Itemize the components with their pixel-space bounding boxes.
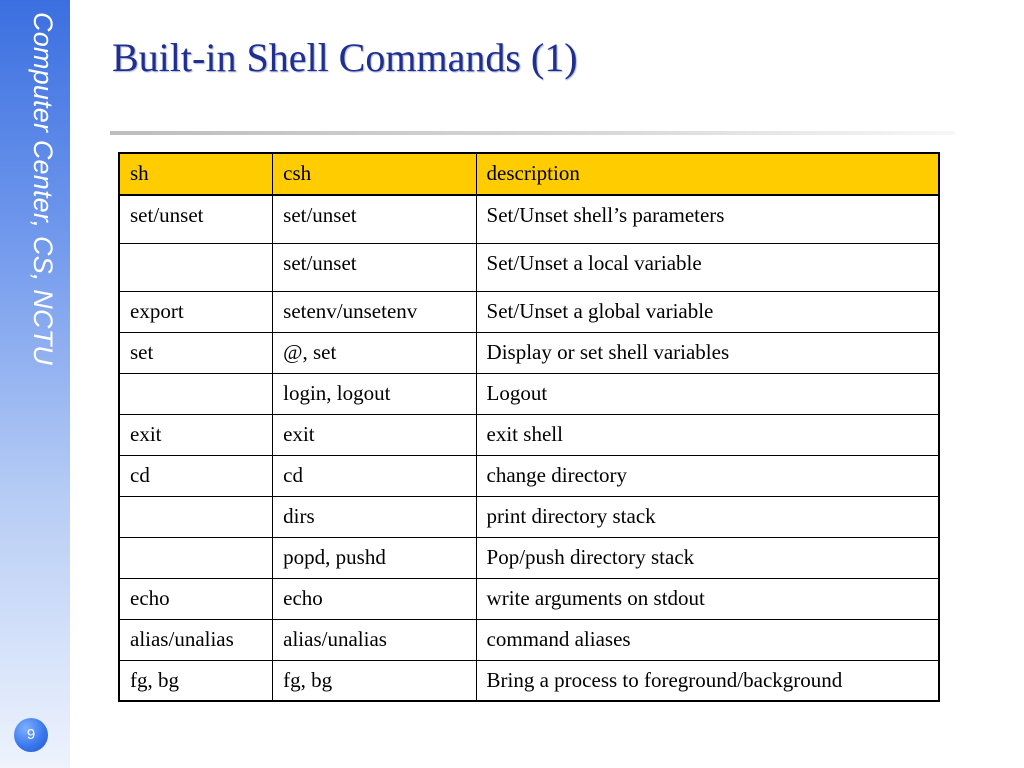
table-row	[119, 243, 939, 291]
sidebar	[0, 0, 70, 768]
table-row	[119, 496, 939, 537]
table-row	[119, 332, 939, 373]
cell-csh: popd, pushd	[273, 537, 476, 578]
cell-sh: alias/unalias	[119, 619, 273, 660]
cell-description: Logout	[476, 373, 939, 414]
table-row	[119, 291, 939, 332]
table-header-row	[119, 153, 939, 195]
cell-sh	[119, 243, 273, 291]
header-sh: sh	[119, 153, 273, 195]
cell-description: exit shell	[476, 414, 939, 455]
sidebar-label: Computer Center, CS, NCTU	[28, 12, 58, 366]
cell-csh: cd	[273, 455, 476, 496]
table-row	[119, 414, 939, 455]
cell-description: Bring a process to foreground/background	[476, 660, 939, 701]
commands-table	[118, 152, 940, 702]
cell-sh: exit	[119, 414, 273, 455]
cell-sh: set	[119, 332, 273, 373]
cell-csh: echo	[273, 578, 476, 619]
cell-sh: echo	[119, 578, 273, 619]
title-divider	[110, 131, 955, 135]
table-row	[119, 578, 939, 619]
cell-description: write arguments on stdout	[476, 578, 939, 619]
cell-description: command aliases	[476, 619, 939, 660]
cell-sh: fg, bg	[119, 660, 273, 701]
cell-description: Set/Unset shell’s parameters	[476, 195, 939, 243]
cell-csh: alias/unalias	[273, 619, 476, 660]
table-row	[119, 537, 939, 578]
table-row	[119, 619, 939, 660]
header-description: description	[476, 153, 939, 195]
cell-csh: set/unset	[273, 243, 476, 291]
table-row	[119, 660, 939, 701]
cell-description: Display or set shell variables	[476, 332, 939, 373]
cell-description: print directory stack	[476, 496, 939, 537]
cell-csh: login, logout	[273, 373, 476, 414]
cell-csh: @, set	[273, 332, 476, 373]
cell-sh: cd	[119, 455, 273, 496]
cell-csh: setenv/unsetenv	[273, 291, 476, 332]
cell-sh	[119, 373, 273, 414]
cell-sh: export	[119, 291, 273, 332]
header-csh: csh	[273, 153, 476, 195]
cell-description: Pop/push directory stack	[476, 537, 939, 578]
cell-sh	[119, 496, 273, 537]
table-row	[119, 195, 939, 243]
cell-description: Set/Unset a local variable	[476, 243, 939, 291]
slide-title: Built-in Shell Commands (1)	[112, 35, 578, 80]
cell-csh: fg, bg	[273, 660, 476, 701]
table-row	[119, 455, 939, 496]
cell-csh: exit	[273, 414, 476, 455]
table-row	[119, 373, 939, 414]
cell-csh: set/unset	[273, 195, 476, 243]
cell-sh: set/unset	[119, 195, 273, 243]
page-number-badge: 9	[14, 718, 48, 752]
cell-sh	[119, 537, 273, 578]
cell-description: change directory	[476, 455, 939, 496]
cell-description: Set/Unset a global variable	[476, 291, 939, 332]
cell-csh: dirs	[273, 496, 476, 537]
